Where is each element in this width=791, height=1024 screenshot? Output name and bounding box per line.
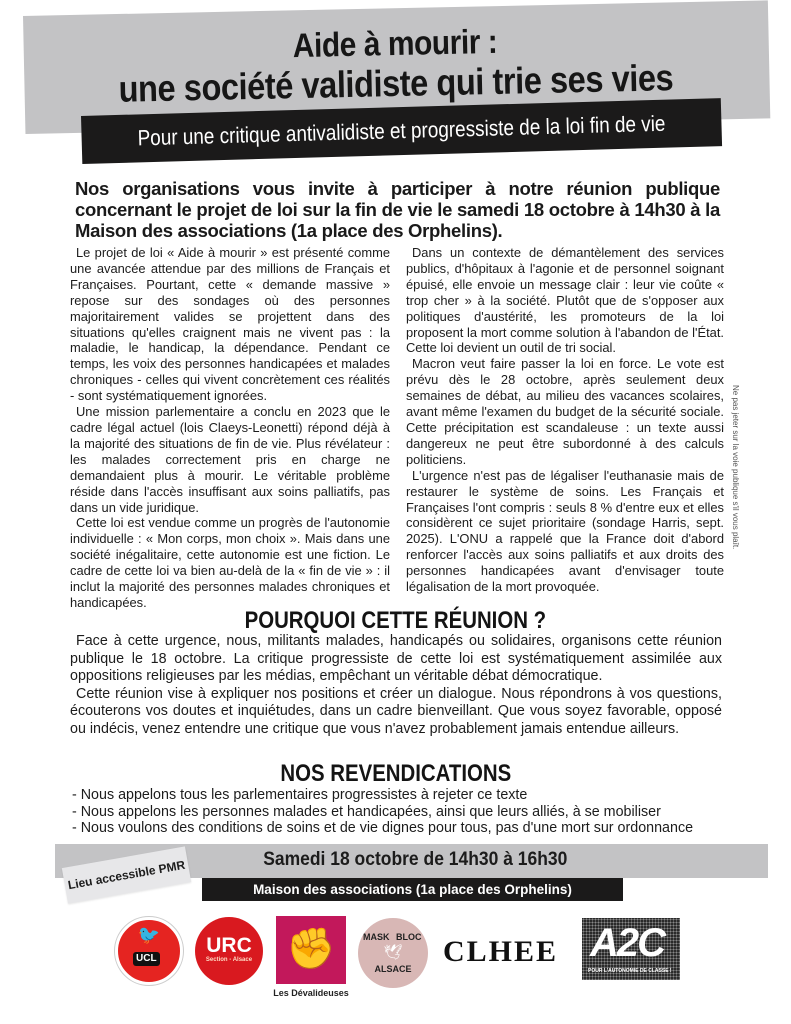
logo-ucl [115,917,183,985]
event-address: Maison des associations (1a place des Orphelins) [202,878,623,901]
subtitle: Pour une critique antivalidiste et progressiste de la loi fin de vie [137,110,666,151]
bird-icon: 🐦 [137,925,161,945]
why-section-body [70,633,722,738]
a2c-sub: POUR L'AUTONOMIE DE CLASSE ! [588,968,672,974]
right-paragraph: Dans un contexte de démantèlement des services publics, d'hôpitaux à l'agonie et de personnel soignant épuisé, elle envoie un message clair : leur vie coûte « trop cher » à la société. Plutôt que de s'opposer aux politiques d'austérité, les promoteurs de la loi proposent la mort comme solution à l'abandon de l'État. Cette loi devient un outil de tri social. [406,245,724,356]
mask-bloc-word-3: ALSACE [374,964,412,974]
claims-title-text: NOS REVENDICATIONS [280,760,511,787]
why-title-text: POURQUOI CETTE RÉUNION ? [244,607,547,634]
pmr-accessible-tag: Lieu accessible PMR [62,846,191,903]
mask-bloc-word-1: MASK [363,932,390,942]
left-paragraph: Le projet de loi « Aide à mourir » est présenté comme une avancée attendue par des millions de Français et Françaises. Pourtant, cette « demande massive » repose sur des sondages où des personnes majoritairement valides se projettent dans des situations qu'elles craignent mais ne vivent pas : la maladie, le handicap, la dépendance. Pendant ce temps, les voix des personnes handicapées et malades chroniques - celles qui vivent concrètement ces réalités - sont systématiquement ignorées. [70,245,390,404]
why-section-title [0,607,791,635]
raised-fist-wrench-icon: ✊ [286,927,336,971]
left-paragraph: Cette loi est vendue comme un progrès de l'autonomie individuelle : « Mon corps, mon choix ». Mais dans une société inégalitaire, cette autonomie est une fiction. Le cadre de cette loi va bien au-delà de la « fin de vie » : il inclut la majorité des personnes malades chroniques et handicapées. [70,515,390,610]
event-date [200,846,630,874]
right-paragraph: Macron veut faire passer la loi en force. Le vote est prévu dès le 28 octobre, après seulement deux semaines de débat, au milieu des vacances scolaires, avant même l'examen du budget de la sécurité sociale. Cette précipitation est scandaleuse : un texte aussi dangereux ne peut être subordonné à des calculs politiciens. [406,356,724,467]
logo-devalideuses [276,916,346,984]
claim-item: - Nous appelons tous les parlementaires progressistes à rejeter ce texte [72,787,528,803]
side-note: Ne pas jeter sur la voie publique s'il vous plaît. [731,385,740,550]
stork-icon: 🕊 [383,944,403,961]
intro-text-before: Nos organisations vous invite à participer à notre réunion publique concernant le projet de loi sur la fin de vie le [75,178,720,220]
logo-clhee: CLHEE [443,935,559,968]
title-line-2: une société validiste qui trie ses vies [118,57,674,110]
why-paragraph: Face à cette urgence, nous, militants malades, handicapés ou solidaires, organisons cette réunion publique le 18 octobre. La critique progressiste de cette loi est systématiquement assimilée aux oppositions religieuses par les médias, empêchant un véritable débat démocratique. [70,633,722,684]
title-line-1: Aide à mourir : [292,22,498,66]
intro-paragraph [75,178,720,241]
why-paragraph: Cette réunion vise à expliquer nos positions et créer un dialogue. Nous répondrons à vos questions, écouterons vos doutes et inquiétudes, dans un cadre bienveillant. Que vous soyez favorable, opposé ou indécis, venez entendre une critique que vous n'avez probablement jamais entendue ailleurs. [70,685,722,737]
a2c-label: A2C [590,921,665,965]
logo-urc [195,917,263,985]
devalideuses-caption: Les Dévalideuses [273,988,349,998]
right-column [406,245,724,595]
claims-list [72,787,732,837]
mask-bloc-word-2: BLOC [396,932,422,942]
left-paragraph: Une mission parlementaire a conclu en 2023 que le cadre légal actuel (lois Claeys-Leonetti) répond déjà à la majorité des situations de fin de vie. Plus révélateur : les malades correctement pris en charge ne demandaient plus à mourir. Le véritable problème réside dans l'accès insuffisant aux soins palliatifs, pas dans un vide juridique. [70,404,390,515]
event-date-text: Samedi 18 octobre de 14h30 à 16h30 [262,849,568,870]
left-column [70,245,390,611]
claim-item: - Nous voulons des conditions de soins et de vie dignes pour tous, pas d'une mort sur ordonnance [72,820,694,836]
intro-text-after: à la Maison des associations (1a place des Orphelins). [75,199,720,241]
claims-section-title [0,760,791,788]
logo-a2c [582,918,680,980]
claim-item: - Nous appelons les personnes malades et handicapées, ainsi que leurs alliés, à se mobiliser [72,803,661,820]
right-paragraph: L'urgence n'est pas de légaliser l'euthanasie mais de restaurer le système de soins. Les Français et Françaises l'ont compris : seuls 8 % d'entre eux et elles considèrent ce sujet prioritaire (sondage Harris, sept. 2025). L'ONU a rappelé que la France doit d'abord renforcer l'accès aux soins palliatifs et aux droits des personnes handicapées avant d'envisager toute légalisation de la mort provoquée. [406,467,724,595]
urc-label: URC [206,934,252,957]
intro-date: samedi 18 octobre à 14h30 [457,199,686,220]
urc-sub: Section - Alsace [205,957,253,963]
ucl-label: UCL [133,952,160,966]
page-title [22,16,769,112]
logo-mask-bloc [358,918,428,988]
